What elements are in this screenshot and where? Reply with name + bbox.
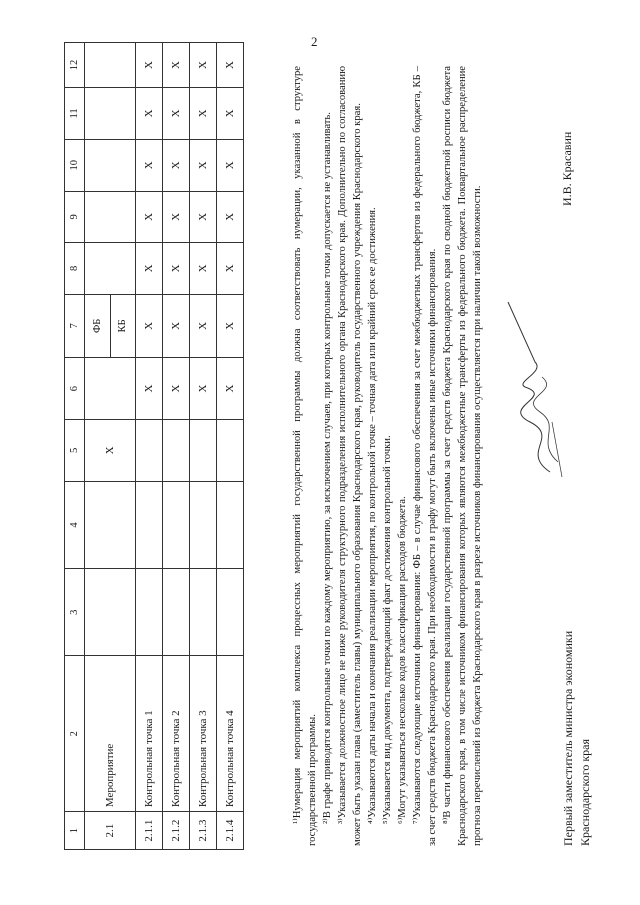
page-number: 2 xyxy=(311,34,318,49)
header-col-5: 5 xyxy=(65,419,85,481)
cell-col-3 xyxy=(136,569,163,656)
header-col-8: 8 xyxy=(65,243,85,294)
header-col-6: 6 xyxy=(65,358,85,420)
cell-c8: X xyxy=(217,243,244,294)
cell-col-6: X xyxy=(163,358,190,420)
header-col-12: 12 xyxy=(65,43,85,88)
row-number: 2.1 xyxy=(85,812,136,850)
row-name: Мероприятие xyxy=(85,656,136,812)
cell-c12: X xyxy=(163,43,190,88)
table-row xyxy=(163,43,190,850)
cell-col-4 xyxy=(136,481,163,568)
row-number: 2.1.4 xyxy=(217,812,244,850)
row-name: Контрольная точка 4 xyxy=(217,656,244,812)
cell-c9 xyxy=(85,191,136,242)
header-col-3: 3 xyxy=(65,569,85,656)
cell-c9: X xyxy=(136,191,163,242)
row-name: Контрольная точка 3 xyxy=(190,656,217,812)
cell-c8: X xyxy=(190,243,217,294)
cell-col-7: X xyxy=(190,294,217,358)
footnote-4: ⁴⁾Указываются даты начала и окончания реализации мероприятия, по контрольной точке – точная дата или крайний срок ее достижения. xyxy=(367,207,379,824)
row-number: 2.1.1 xyxy=(136,812,163,850)
cell-c12: X xyxy=(217,43,244,88)
header-col-1: 1 xyxy=(65,812,85,850)
cell-c10: X xyxy=(190,139,217,191)
footnotes xyxy=(290,66,485,846)
cell-c11: X xyxy=(136,88,163,140)
cell-c10 xyxy=(85,139,136,191)
table-row xyxy=(217,43,244,850)
cell-c11 xyxy=(85,88,136,140)
cell-c8: X xyxy=(136,243,163,294)
cell-c10: X xyxy=(136,139,163,191)
cell-col-6: X xyxy=(136,358,163,420)
row-number: 2.1.3 xyxy=(190,812,217,850)
cell-col-5 xyxy=(190,419,217,481)
footnote-3: ³⁾Указывается должностное лицо не ниже руководителя структурного подразделения исполнительного органа Краснодарского края. Дополнительно по согласованию может быть указан глава (заместитель главы) муниципального образования Краснодарского края, руководитель государственного учреждения Краснодарского края. xyxy=(337,66,364,846)
header-col-2: 2 xyxy=(65,656,85,812)
cell-col-3 xyxy=(190,569,217,656)
cell-c11: X xyxy=(217,88,244,140)
cell-c11: X xyxy=(190,88,217,140)
cell-col-7-funding xyxy=(85,294,136,358)
cell-col-5 xyxy=(217,419,244,481)
cell-c11: X xyxy=(163,88,190,140)
cell-c9: X xyxy=(217,191,244,242)
funding-source-ФБ: ФБ xyxy=(91,318,103,334)
cell-col-6 xyxy=(85,358,136,420)
table-row xyxy=(190,43,217,850)
cell-col-5: X xyxy=(85,419,136,481)
footnote-5: ⁵⁾Указывается вид документа, подтверждающий факт достижения контрольной точки. xyxy=(382,435,394,824)
row-name: Контрольная точка 1 xyxy=(136,656,163,812)
row-number: 2.1.2 xyxy=(163,812,190,850)
cell-c10: X xyxy=(217,139,244,191)
header-col-10: 10 xyxy=(65,139,85,191)
cell-c8: X xyxy=(163,243,190,294)
footnote-2: ²⁾В графе приводятся контрольные точки по каждому мероприятию, за исключением случаев, при которых контрольные точки допускается не устанавливать. xyxy=(322,112,334,824)
header-col-11: 11 xyxy=(65,88,85,140)
cell-c9: X xyxy=(163,191,190,242)
funding-source-КБ: КБ xyxy=(110,295,136,358)
cell-col-4 xyxy=(85,481,136,568)
control-points-table xyxy=(64,42,244,850)
cell-c12: X xyxy=(136,43,163,88)
signature-position-line-1: Первый заместитель министра экономики xyxy=(561,630,575,846)
cell-col-4 xyxy=(217,481,244,568)
cell-col-3 xyxy=(163,569,190,656)
cell-col-6: X xyxy=(190,358,217,420)
cell-col-7: X xyxy=(163,294,190,358)
cell-c12: X xyxy=(190,43,217,88)
cell-col-3 xyxy=(85,569,136,656)
footnote-7: ⁷⁾Указываются следующие источники финансирования: ФБ – в случае финансового обеспечения за счет межбюджетных трансфертов из федерального бюджета, КБ – за счет средств бюджета Краснодарского края. При необходимости в графу могут быть включены иные источники финансирования. xyxy=(412,66,439,846)
rotated-page-content xyxy=(60,42,620,862)
footnote-6: ⁶⁾Могут указываться несколько кодов классификации расходов бюджета. xyxy=(397,496,409,824)
cell-c10: X xyxy=(163,139,190,191)
cell-c8 xyxy=(85,243,136,294)
header-col-4: 4 xyxy=(65,481,85,568)
header-row xyxy=(65,43,85,850)
row-name: Контрольная точка 2 xyxy=(163,656,190,812)
header-col-7: 7 xyxy=(65,294,85,358)
signatory-name: И.В. Красавин xyxy=(560,131,574,206)
table-row xyxy=(136,43,163,850)
cell-c12 xyxy=(85,43,136,88)
signature-position-line-2: Краснодарского края xyxy=(577,738,592,846)
cell-col-4 xyxy=(163,481,190,568)
footnote-8: ⁸⁾В части финансового обеспечения реализации государственной программы за счет средств бюджета Краснодарского края по сводной бюджетной росписи бюджета Краснодарского края, в том числе источником финансирования которых являются межбюджетные трансферты из федерального бюджета. Поквартальное распределение прогноза перечислений из бюджета Краснодарского края в разрезе источников финансирования осуществляется при наличии такой возможности. xyxy=(442,66,484,846)
footnote-1: ¹⁾Нумерация мероприятий комплекса процессных мероприятий государственной программы должна соответствовать нумерации, указанной в структуре государственной программы. xyxy=(292,66,319,846)
cell-col-4 xyxy=(190,481,217,568)
cell-col-5 xyxy=(136,419,163,481)
header-col-9: 9 xyxy=(65,191,85,242)
cell-col-5 xyxy=(163,419,190,481)
table-row xyxy=(85,43,136,850)
cell-col-3 xyxy=(217,569,244,656)
handwritten-signature xyxy=(500,292,570,482)
cell-col-7: X xyxy=(136,294,163,358)
cell-col-6: X xyxy=(217,358,244,420)
cell-c9: X xyxy=(190,191,217,242)
cell-col-7: X xyxy=(217,294,244,358)
